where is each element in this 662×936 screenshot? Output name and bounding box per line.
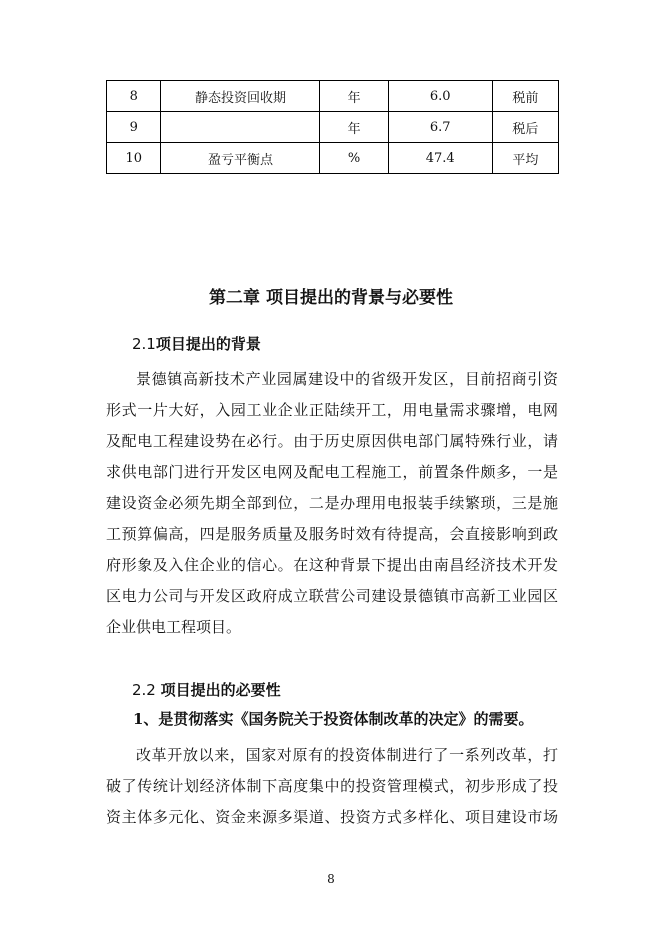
section-number: 2.2 [132, 681, 156, 699]
indicator-name: 静态投资回收期 [161, 81, 320, 112]
paragraph-line: 建设资金必须先期全部到位，二是办理用电报装手续繁琐，三是施 [106, 494, 558, 512]
indicator-name [161, 112, 320, 143]
paragraph-line: 资主体多元化、资金来源多渠道、投资方式多样化、项目建设市场 [106, 808, 558, 826]
paragraph-line: 及配电工程建设势在必行。由于历史原因供电部门属特殊行业，请 [106, 432, 558, 450]
row-number: 9 [107, 112, 161, 143]
indicator-note: 税前 [492, 81, 558, 112]
page-number: 8 [327, 872, 335, 886]
table-row [107, 81, 559, 112]
row-number: 8 [107, 81, 161, 112]
indicator-unit: % [320, 143, 388, 174]
section-title: 项目提出的背景 [155, 335, 261, 353]
necessity-paragraph [106, 740, 558, 833]
section-heading-background [132, 333, 261, 354]
indicator-unit: 年 [320, 81, 388, 112]
indicator-name: 盈亏平衡点 [161, 143, 320, 174]
paragraph-line: 形式一片大好，入园工业企业正陆续开工，用电量需求骤增，电网 [106, 401, 558, 419]
paragraph-line: 破了传统计划经济体制下高度集中的投资管理模式，初步形成了投 [106, 777, 558, 795]
table-row [107, 143, 559, 174]
table-row [107, 112, 559, 143]
indicator-value: 47.4 [388, 143, 492, 174]
paragraph-line: 工预算偏高，四是服务质量及服务时效有待提高，会直接影响到政 [106, 525, 558, 543]
row-number: 10 [107, 143, 161, 174]
chapter-title: 第二章 项目提出的背景与必要性 [209, 288, 453, 308]
indicator-note: 税后 [492, 112, 558, 143]
section-number: 2.1 [132, 335, 156, 353]
paragraph-line: 求供电部门进行开发区电网及配电工程施工，前置条件颇多，一是 [106, 463, 558, 481]
indicator-note: 平均 [492, 143, 558, 174]
paragraph-line: 景德镇高新技术产业园属建设中的省级开发区，目前招商引资 [136, 370, 558, 388]
indicator-unit: 年 [320, 112, 388, 143]
indicator-value: 6.0 [388, 81, 492, 112]
paragraph-line: 府形象及入住企业的信心。在这种背景下提出由南昌经济技术开发 [106, 556, 558, 574]
paragraph-line: 改革开放以来，国家对原有的投资体制进行了一系列改革，打 [136, 746, 558, 764]
indicator-table [106, 80, 559, 174]
subheading: 1、是贯彻落实《国务院关于投资体制改革的决定》的需要。 [133, 710, 534, 728]
section-title: 项目提出的必要性 [160, 681, 281, 699]
section-heading-necessity [132, 679, 281, 700]
paragraph-line: 区电力公司与开发区政府成立联营公司建设景德镇市高新工业园区 [106, 587, 558, 605]
indicator-value: 6.7 [388, 112, 492, 143]
background-paragraph [106, 364, 558, 643]
paragraph-line: 企业供电工程项目。 [106, 618, 242, 636]
